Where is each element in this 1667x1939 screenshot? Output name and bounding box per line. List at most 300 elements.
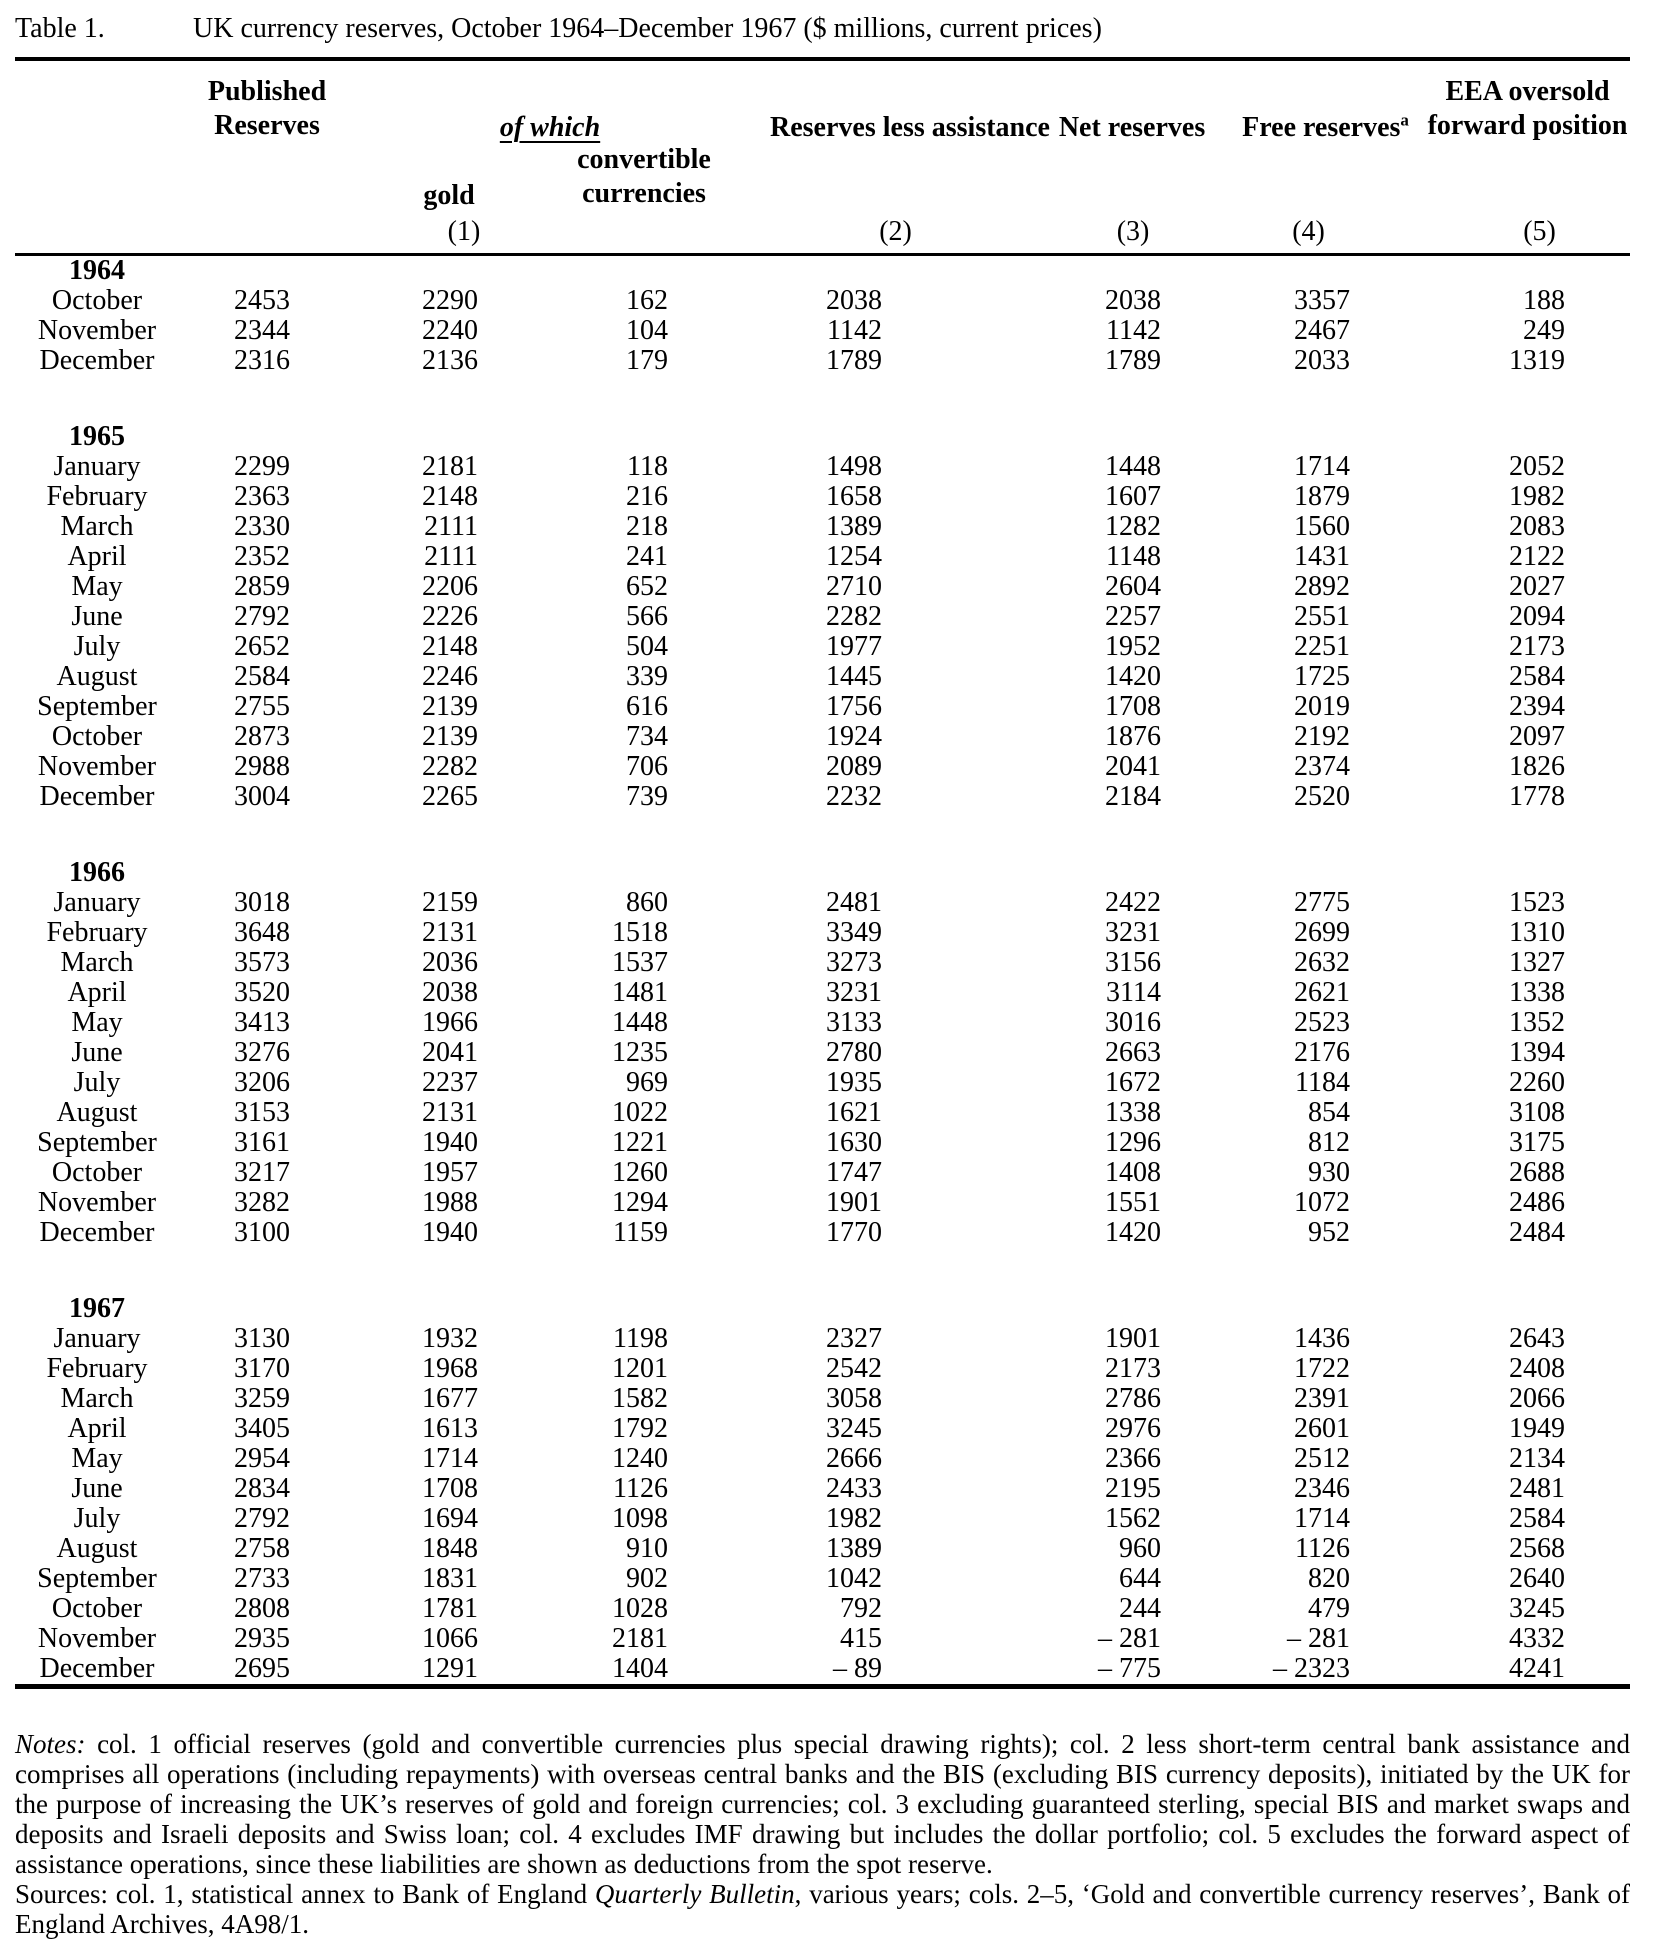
year-row: [15, 1294, 1630, 1324]
value-cell: 2632: [1294, 947, 1351, 978]
value-cell: 1966: [422, 1007, 478, 1038]
value-cell: 2038: [422, 977, 478, 1008]
value-cell: 2148: [422, 631, 478, 662]
value-cell: 812: [1308, 1127, 1351, 1158]
value-cell: 1876: [1105, 721, 1162, 752]
value-cell: 2041: [1105, 751, 1162, 782]
value-cell: 1901: [826, 1187, 883, 1218]
value-cell: 3058: [826, 1383, 883, 1414]
value-cell: 1282: [1105, 511, 1162, 542]
notes-text: col. 1 official reserves (gold and convertible currencies plus special drawing rights); col. 2 less short-term central bank assistance and comprises all operations (including repayments) with overseas central banks and the BIS (excluding BIS currency deposits), initiated by the UK for the purpose of increasing the UK’s reserves of gold and foreign currencies; col. 3 excluding guaranteed sterling, special BIS and market swaps and deposits and Israeli deposits and Swiss loan; col. 4 excludes IMF drawing but includes the dollar portfolio; col. 5 excludes the forward aspect of assistance operations, since these liabilities are shown as deductions from the spot reserve.: [15, 1729, 1630, 1879]
value-cell: 1310: [1509, 917, 1566, 948]
month-label: April: [67, 1413, 127, 1444]
sources-text-post: , various years; cols. 2–5, ‘Gold and convertible currency reserves’, Bank of England Archives, 4A98/1.: [15, 1879, 1630, 1939]
value-cell: 2327: [826, 1323, 883, 1354]
month-label: August: [56, 1097, 138, 1128]
value-cell: 2422: [1105, 887, 1162, 918]
month-label: September: [37, 1563, 157, 1594]
value-cell: 3231: [826, 977, 883, 1008]
value-cell: 820: [1308, 1563, 1351, 1594]
table-row: [15, 1594, 1630, 1624]
value-cell: 960: [1119, 1533, 1162, 1564]
table-row: [15, 1158, 1630, 1188]
value-cell: 1448: [612, 1007, 669, 1038]
value-cell: 1770: [826, 1217, 883, 1248]
value-cell: 2520: [1294, 781, 1351, 812]
value-cell: 2027: [1509, 571, 1566, 602]
value-cell: 2251: [1294, 631, 1351, 662]
value-cell: 930: [1308, 1157, 1351, 1188]
table-row: [15, 286, 1630, 316]
value-cell: 1952: [1105, 631, 1162, 662]
value-cell: 1924: [826, 721, 883, 752]
value-cell: 2780: [826, 1037, 883, 1068]
month-label: May: [71, 571, 123, 602]
value-cell: 2181: [422, 451, 478, 482]
value-cell: 2139: [422, 721, 478, 752]
value-cell: 616: [626, 691, 669, 722]
value-cell: 1319: [1509, 345, 1566, 376]
value-cell: 1445: [826, 661, 883, 692]
value-cell: 1562: [1105, 1503, 1162, 1534]
value-cell: 3175: [1509, 1127, 1566, 1158]
value-cell: 2733: [234, 1563, 290, 1594]
value-cell: 1436: [1294, 1323, 1351, 1354]
value-cell: 1747: [826, 1157, 883, 1188]
col-header-reserves-less-assistance: Reserves less assistance: [770, 112, 1050, 143]
value-cell: 2604: [1105, 571, 1162, 602]
value-cell: 2408: [1509, 1353, 1566, 1384]
value-cell: 162: [626, 285, 669, 316]
notes-block: [15, 1729, 1630, 1939]
month-label: November: [37, 751, 157, 782]
value-cell: 3170: [234, 1353, 290, 1384]
value-cell: 104: [626, 315, 669, 346]
value-cell: 2601: [1294, 1413, 1351, 1444]
value-cell: 2111: [424, 541, 478, 572]
month-label: March: [60, 947, 134, 978]
month-label: August: [56, 661, 138, 692]
footnote-marker-a: a: [1400, 110, 1409, 130]
value-cell: 2640: [1509, 1563, 1566, 1594]
value-cell: 118: [627, 451, 669, 482]
value-cell: 2290: [422, 285, 478, 316]
value-cell: 2568: [1509, 1533, 1566, 1564]
sources-text-pre: Sources: col. 1, statistical annex to Bank of England: [15, 1879, 595, 1909]
value-cell: 3161: [234, 1127, 290, 1158]
value-cell: 1126: [613, 1473, 669, 1504]
value-cell: 2038: [1105, 285, 1162, 316]
value-cell: 969: [626, 1067, 669, 1098]
table-row: [15, 346, 1630, 376]
value-cell: 2394: [1509, 691, 1566, 722]
value-cell: 1826: [1509, 751, 1566, 782]
value-cell: 4332: [1509, 1623, 1566, 1654]
value-cell: 2453: [234, 285, 290, 316]
value-cell: 2976: [1105, 1413, 1162, 1444]
value-cell: 1481: [612, 977, 669, 1008]
value-cell: 2859: [234, 571, 290, 602]
table-row: [15, 482, 1630, 512]
value-cell: 1523: [1509, 887, 1566, 918]
value-cell: 2695: [234, 1653, 290, 1684]
value-cell: 1756: [826, 691, 883, 722]
month-label: September: [37, 1127, 157, 1158]
table-row: [15, 692, 1630, 722]
value-cell: 1296: [1105, 1127, 1162, 1158]
value-cell: 2433: [826, 1473, 883, 1504]
value-cell: 2139: [422, 691, 478, 722]
value-cell: 3156: [1105, 947, 1162, 978]
month-label: November: [37, 315, 157, 346]
value-cell: 2136: [422, 345, 478, 376]
value-cell: 241: [626, 541, 669, 572]
value-cell: 1198: [613, 1323, 669, 1354]
year-label: 1967: [69, 1293, 125, 1324]
month-label: July: [73, 1067, 121, 1098]
value-cell: 2173: [1105, 1353, 1162, 1384]
value-cell: 1940: [422, 1127, 478, 1158]
value-cell: 1613: [422, 1413, 478, 1444]
value-cell: 1254: [826, 541, 883, 572]
table-row: [15, 1008, 1630, 1038]
value-cell: 2584: [234, 661, 290, 692]
value-cell: 1126: [1295, 1533, 1351, 1564]
value-cell: 3100: [234, 1217, 290, 1248]
value-cell: 2041: [422, 1037, 478, 1068]
value-cell: 2954: [234, 1443, 290, 1474]
value-cell: 644: [1119, 1563, 1162, 1594]
value-cell: 2282: [826, 601, 883, 632]
table-row: [15, 572, 1630, 602]
value-cell: 792: [840, 1593, 883, 1624]
value-cell: 3206: [234, 1067, 290, 1098]
year-row: [15, 422, 1630, 452]
value-cell: 2512: [1294, 1443, 1351, 1474]
value-cell: 2206: [422, 571, 478, 602]
table-row: [15, 512, 1630, 542]
month-label: February: [46, 481, 148, 512]
value-cell: 1184: [1295, 1067, 1351, 1098]
month-label: August: [56, 1533, 138, 1564]
value-cell: 1042: [826, 1563, 883, 1594]
value-cell: 249: [1523, 315, 1566, 346]
spacer-row: [15, 812, 1630, 858]
table-row: [15, 1068, 1630, 1098]
value-cell: 1338: [1509, 977, 1566, 1008]
year-label: 1964: [69, 255, 125, 286]
month-label: October: [51, 285, 143, 316]
value-cell: 3245: [826, 1413, 883, 1444]
value-cell: 218: [626, 511, 669, 542]
col-header-of-which: of which: [499, 112, 601, 143]
value-cell: 1022: [612, 1097, 669, 1128]
year-row: [15, 255, 1630, 287]
notes-label: Notes:: [15, 1729, 86, 1759]
table-row: [15, 1654, 1630, 1687]
value-cell: 2551: [1294, 601, 1351, 632]
value-cell: 2232: [826, 781, 883, 812]
value-cell: 2467: [1294, 315, 1351, 346]
value-cell: 2131: [422, 917, 478, 948]
month-label: December: [39, 781, 155, 812]
value-cell: 2621: [1294, 977, 1351, 1008]
value-cell: 2484: [1509, 1217, 1566, 1248]
value-cell: 1420: [1105, 661, 1162, 692]
table-row: [15, 1564, 1630, 1594]
col-number-5: (5): [1523, 216, 1556, 247]
value-cell: 3573: [234, 947, 290, 978]
table-row: [15, 1624, 1630, 1654]
value-cell: 2834: [234, 1473, 290, 1504]
value-cell: 2935: [234, 1623, 290, 1654]
value-cell: 1221: [612, 1127, 669, 1158]
value-cell: 2755: [234, 691, 290, 722]
value-cell: 1291: [422, 1653, 478, 1684]
value-cell: 2486: [1509, 1187, 1566, 1218]
value-cell: 1694: [422, 1503, 478, 1534]
value-cell: 2792: [234, 601, 290, 632]
value-cell: 1879: [1294, 481, 1351, 512]
value-cell: 2352: [234, 541, 290, 572]
month-label: February: [46, 917, 148, 948]
col-number-1: (1): [447, 216, 481, 247]
value-cell: 2195: [1105, 1473, 1162, 1504]
value-cell: 2159: [422, 887, 478, 918]
value-cell: 2699: [1294, 917, 1351, 948]
month-label: May: [71, 1443, 123, 1474]
col-header-eea-oversold: EEA oversold forward position: [1427, 76, 1628, 141]
month-label: December: [39, 345, 155, 376]
value-cell: 1582: [612, 1383, 669, 1414]
value-cell: 2265: [422, 781, 478, 812]
value-cell: 1389: [826, 511, 883, 542]
value-cell: 1935: [826, 1067, 883, 1098]
table-row: [15, 662, 1630, 692]
value-cell: 1949: [1509, 1413, 1566, 1444]
value-cell: 1327: [1509, 947, 1566, 978]
value-cell: 1420: [1105, 1217, 1162, 1248]
table-row: [15, 1444, 1630, 1474]
year-label: 1966: [69, 857, 125, 888]
value-cell: 1607: [1105, 481, 1162, 512]
value-cell: 1560: [1294, 511, 1351, 542]
value-cell: 2873: [234, 721, 290, 752]
value-cell: 1338: [1105, 1097, 1162, 1128]
value-cell: 952: [1308, 1217, 1351, 1248]
value-cell: 1235: [612, 1037, 669, 1068]
table-row: [15, 1354, 1630, 1384]
value-cell: 2481: [826, 887, 883, 918]
month-label: July: [73, 1503, 121, 1534]
value-cell: 1352: [1509, 1007, 1566, 1038]
value-cell: 2758: [234, 1533, 290, 1564]
month-label: November: [37, 1623, 157, 1654]
month-label: April: [67, 977, 127, 1008]
value-cell: – 281: [1287, 1623, 1351, 1654]
value-cell: 2374: [1294, 751, 1351, 782]
value-cell: 2643: [1509, 1323, 1566, 1354]
value-cell: 3108: [1509, 1097, 1566, 1128]
value-cell: 2134: [1509, 1443, 1566, 1474]
value-cell: – 775: [1098, 1653, 1162, 1684]
table-row: [15, 752, 1630, 782]
year-label: 1965: [69, 421, 125, 452]
value-cell: 1982: [1509, 481, 1566, 512]
value-cell: 2097: [1509, 721, 1566, 752]
value-cell: 2282: [422, 751, 478, 782]
value-cell: 3648: [234, 917, 290, 948]
value-cell: 2122: [1509, 541, 1566, 572]
value-cell: 2666: [826, 1443, 883, 1474]
table-row: [15, 632, 1630, 662]
table-row: [15, 1218, 1630, 1248]
month-label: January: [53, 451, 141, 482]
month-label: June: [71, 601, 123, 632]
table-number: Table 1.: [15, 13, 105, 44]
value-cell: 1789: [826, 345, 883, 376]
value-cell: 902: [626, 1563, 669, 1594]
value-cell: 2775: [1294, 887, 1351, 918]
table-row: [15, 1038, 1630, 1068]
value-cell: 3357: [1294, 285, 1351, 316]
value-cell: 2240: [422, 315, 478, 346]
value-cell: 1792: [612, 1413, 669, 1444]
table-body: [15, 255, 1630, 1687]
month-label: January: [53, 1323, 141, 1354]
table-row: [15, 782, 1630, 812]
value-cell: 734: [626, 721, 669, 752]
value-cell: 479: [1308, 1593, 1351, 1624]
value-cell: 1537: [612, 947, 669, 978]
table-row: [15, 602, 1630, 632]
value-cell: 3217: [234, 1157, 290, 1188]
month-label: March: [60, 511, 134, 542]
value-cell: 3520: [234, 977, 290, 1008]
value-cell: 1448: [1105, 451, 1162, 482]
value-cell: 1714: [1294, 451, 1351, 482]
col-header-gold: gold: [423, 180, 475, 211]
spacer-row: [15, 1248, 1630, 1294]
value-cell: 1389: [826, 1533, 883, 1564]
value-cell: 2542: [826, 1353, 883, 1384]
month-label: December: [39, 1217, 155, 1248]
value-cell: 1957: [422, 1157, 478, 1188]
value-cell: 1142: [1106, 315, 1162, 346]
month-label: July: [73, 631, 121, 662]
value-cell: 2019: [1294, 691, 1351, 722]
value-cell: 2584: [1509, 1503, 1566, 1534]
value-cell: 2246: [422, 661, 478, 692]
table-row: [15, 1098, 1630, 1128]
value-cell: 2237: [422, 1067, 478, 1098]
table-row: [15, 316, 1630, 346]
value-cell: 1621: [826, 1097, 883, 1128]
value-cell: 1714: [1294, 1503, 1351, 1534]
value-cell: 652: [626, 571, 669, 602]
value-cell: 2260: [1509, 1067, 1566, 1098]
table-row: [15, 1474, 1630, 1504]
value-cell: 860: [626, 887, 669, 918]
value-cell: 2257: [1105, 601, 1162, 632]
value-cell: 1066: [422, 1623, 478, 1654]
table-caption: UK currency reserves, October 1964–December 1967 ($ millions, current prices): [193, 13, 1102, 44]
value-cell: 1725: [1294, 661, 1351, 692]
notes-paragraph: [15, 1729, 1630, 1879]
table-row: [15, 1384, 1630, 1414]
value-cell: 3004: [234, 781, 290, 812]
value-cell: 1968: [422, 1353, 478, 1384]
value-cell: 1240: [612, 1443, 669, 1474]
value-cell: 2391: [1294, 1383, 1351, 1414]
value-cell: 2366: [1105, 1443, 1162, 1474]
month-label: November: [37, 1187, 157, 1218]
value-cell: 188: [1523, 285, 1566, 316]
table-row: [15, 888, 1630, 918]
value-cell: 1098: [612, 1503, 669, 1534]
value-cell: 2363: [234, 481, 290, 512]
value-cell: 1518: [612, 917, 669, 948]
value-cell: 2192: [1294, 721, 1351, 752]
value-cell: 854: [1308, 1097, 1351, 1128]
table-row: [15, 1188, 1630, 1218]
col-number-3: (3): [1116, 216, 1150, 247]
value-cell: 415: [840, 1623, 883, 1654]
col-header-convertible-currencies: convertible currencies: [577, 144, 711, 209]
value-cell: 1431: [1294, 541, 1351, 572]
month-label: June: [71, 1037, 123, 1068]
value-cell: 2184: [1105, 781, 1162, 812]
value-cell: 706: [626, 751, 669, 782]
value-cell: 1072: [1294, 1187, 1351, 1218]
value-cell: 739: [626, 781, 669, 812]
value-cell: 2052: [1509, 451, 1566, 482]
value-cell: 3018: [234, 887, 290, 918]
col-header-published-reserves: Published Reserves: [207, 76, 327, 141]
value-cell: 1260: [612, 1157, 669, 1188]
table-row: [15, 722, 1630, 752]
value-cell: 1394: [1509, 1037, 1566, 1068]
value-cell: 3273: [826, 947, 883, 978]
value-cell: – 281: [1098, 1623, 1162, 1654]
value-cell: 2688: [1509, 1157, 1566, 1188]
value-cell: 1404: [612, 1653, 669, 1684]
col-number-4: (4): [1292, 216, 1325, 247]
value-cell: 1658: [826, 481, 883, 512]
value-cell: 1988: [422, 1187, 478, 1218]
value-cell: 3231: [1105, 917, 1162, 948]
value-cell: 216: [626, 481, 669, 512]
value-cell: 1940: [422, 1217, 478, 1248]
table-row: [15, 1414, 1630, 1444]
table-row: [15, 1128, 1630, 1158]
value-cell: 1848: [422, 1533, 478, 1564]
value-cell: 1672: [1105, 1067, 1162, 1098]
value-cell: 339: [626, 661, 669, 692]
value-cell: 1831: [422, 1563, 478, 1594]
value-cell: 2663: [1105, 1037, 1162, 1068]
value-cell: 1201: [612, 1353, 669, 1384]
value-cell: 3114: [1106, 977, 1162, 1008]
table-title: [15, 12, 1630, 46]
spacer-row: [15, 376, 1630, 422]
month-label: April: [67, 541, 127, 572]
col-header-free-reserves: Free reserves$^a$: [1242, 110, 1409, 143]
value-cell: 2173: [1509, 631, 1566, 662]
value-cell: 1408: [1105, 1157, 1162, 1188]
value-cell: 2181: [612, 1623, 669, 1654]
value-cell: – 2323: [1273, 1653, 1351, 1684]
